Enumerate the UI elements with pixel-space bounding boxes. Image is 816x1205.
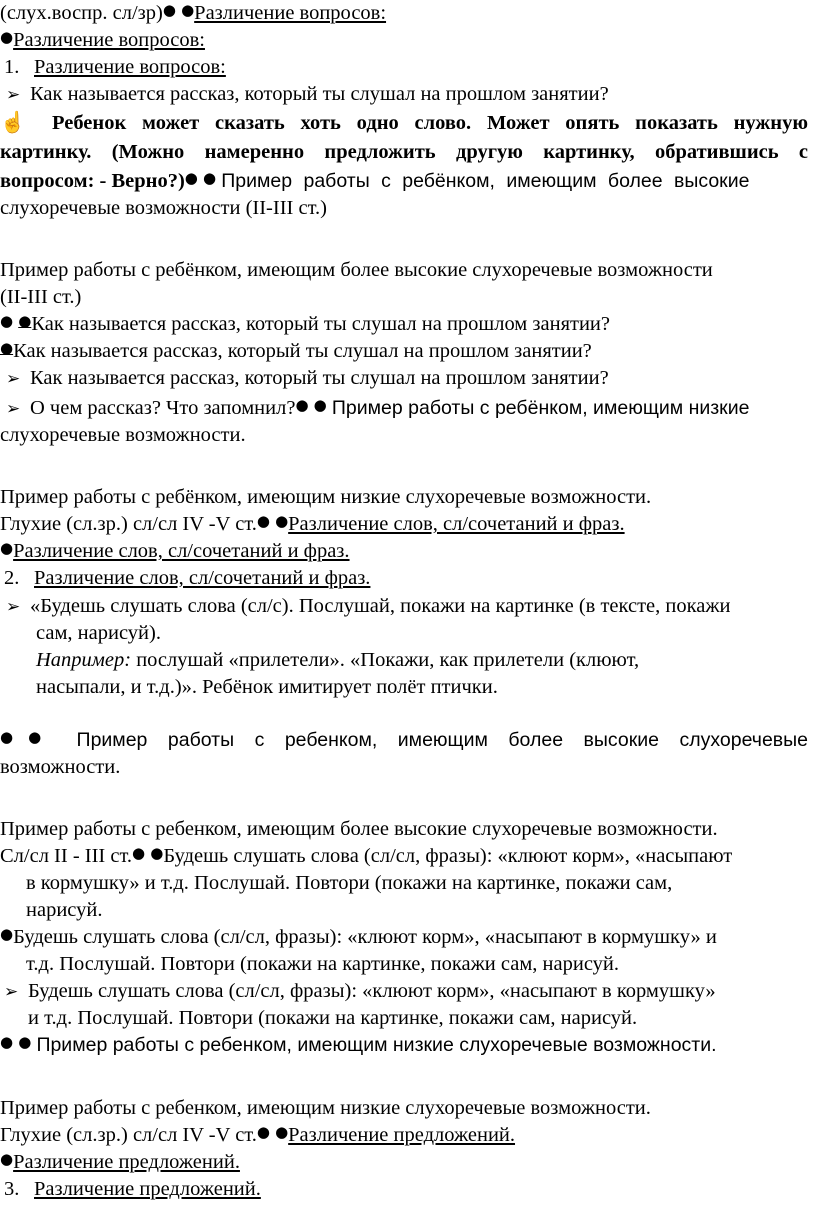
line-16 (0, 484, 816, 510)
line-8 (0, 195, 816, 221)
pointing-hand-icon: ☝ (0, 112, 37, 134)
bullet-icon: ● (18, 312, 32, 330)
arrow-bullet-icon: ➢ (6, 597, 21, 617)
line-28 (26, 870, 816, 896)
line-18-heading: Различение слов, сл/сочетаний и фраз. (13, 540, 350, 562)
bullet-icon: ● (150, 844, 164, 862)
line-27-body: Будешь слушать слова (сл/сл, фразы): «клюют корм», «насыпают (163, 845, 733, 867)
line-37 (0, 1149, 816, 1176)
line-21 (36, 620, 816, 646)
line-12-text: Как называется рассказ, который ты слушал на прошлом занятии? (13, 340, 592, 362)
bullet-icon: ● (18, 1033, 32, 1051)
line-33-text: и т.д. Послушай. Повтори (покажи на картинке, покажи сам, нарисуй. (28, 1007, 638, 1029)
bullet-icon: ● (275, 512, 289, 530)
line-14-text: О чем рассказ? Что запомнил? (30, 397, 296, 419)
line-35 (0, 1095, 816, 1121)
line-1-text: (слух.воспр. сл/зр) (0, 2, 163, 24)
arrow-bullet-icon: ➢ (4, 982, 19, 1002)
line-17-heading: Различение слов, сл/сочетаний и фраз. (288, 513, 625, 535)
line-32 (4, 978, 816, 1005)
line-10-text: (II-III ст.) (0, 286, 82, 308)
bullet-icon: ● (0, 28, 14, 46)
line-27 (0, 843, 816, 870)
line-31 (26, 951, 816, 977)
line-24 (0, 727, 808, 754)
line-9-text: Пример работы с ребёнком, имеющим более высокие слухоречевые возможности (0, 259, 713, 281)
line-14-sans-text: Пример работы с ребёнком, имеющим низкие (331, 397, 750, 419)
list-number: 1. (4, 56, 20, 78)
line-24-sans-text: Пример работы с ребенком, имеющим более высокие слухоречевые (76, 729, 809, 751)
arrow-bullet-icon: ➢ (6, 85, 21, 105)
line-19 (4, 565, 816, 591)
line-11-text: Как называется рассказ, который ты слушал на прошлом занятии? (31, 313, 610, 335)
line-27-text: Сл/сл II - III ст. (0, 845, 133, 867)
line-29-text: нарисуй. (26, 899, 103, 921)
line-3 (4, 54, 816, 80)
line-30-text: Будешь слушать слова (сл/сл, фразы): «клюют корм», «насыпают в кормушку» и (13, 926, 717, 948)
bullet-icon: ● (184, 169, 198, 187)
line-22-text: послушай «прилетели». «Покажи, как прилетели (клюют, (131, 649, 640, 671)
list-number: 2. (4, 567, 20, 589)
line-31-text: т.д. Послушай. Повтори (покажи на картинке, покажи сам, нарисуй. (26, 953, 620, 975)
line-17 (0, 511, 816, 538)
line-34-sans-text: Пример работы с ребенком, имеющим низкие слухоречевые возможности. (36, 1034, 717, 1056)
line-33 (28, 1005, 816, 1031)
bullet-icon: ● (181, 1, 195, 19)
line-6-text: картинку. (Можно намеренно предложить другую картинку, обратившись с (0, 141, 808, 163)
bullet-icon: ● (275, 1123, 289, 1141)
line-2 (0, 27, 816, 54)
line-20 (6, 593, 816, 620)
line-6 (0, 139, 808, 165)
line-3-heading: Различение вопросов: (34, 56, 226, 78)
bullet-icon: ● (0, 339, 14, 357)
line-36-heading: Различение предложений. (288, 1124, 516, 1146)
line-38-heading: Различение предложений. (34, 1178, 261, 1200)
line-4 (6, 81, 816, 108)
line-26 (0, 816, 816, 842)
line-7-text: Пример работы с ребёнком, имеющим более высокие (221, 170, 750, 192)
bullet-icon: ● (162, 1, 176, 19)
arrow-bullet-icon: ➢ (6, 399, 21, 419)
line-38 (4, 1176, 816, 1202)
line-4-text: Как называется рассказ, который ты слушал на прошлом занятии? (30, 83, 609, 105)
line-7 (0, 168, 816, 195)
line-23 (36, 674, 816, 700)
bullet-icon: ● (0, 1150, 14, 1168)
bullet-icon: ● (256, 512, 270, 530)
line-1-heading: Различение вопросов: (194, 2, 387, 24)
line-2-heading: Различение вопросов: (13, 29, 205, 51)
line-25 (0, 754, 816, 780)
line-9 (0, 257, 816, 283)
line-13-text: Как называется рассказ, который ты слушал на прошлом занятии? (30, 367, 609, 389)
line-22 (36, 647, 816, 673)
line-23-text: насыпали, и т.д.)». Ребёнок имитирует полёт птички. (36, 676, 498, 698)
line-11 (0, 311, 816, 338)
line-36-text: Глухие (сл.зр.) сл/сл IV -V ст. (0, 1124, 257, 1146)
bullet-icon: ● (256, 1123, 270, 1141)
bullet-icon: ● (0, 728, 29, 746)
line-10 (0, 284, 816, 310)
bullet-icon: ● (28, 728, 57, 746)
line-8-text: слухоречевые возможности (II-III ст.) (0, 197, 327, 219)
bullet-icon: ● (295, 396, 309, 414)
example-label: Например: (36, 649, 132, 671)
bullet-icon: ● (203, 169, 217, 187)
bullet-icon: ● (313, 396, 327, 414)
line-32-text: Будешь слушать слова (сл/сл, фразы): «клюют корм», «насыпают в кормушку» (28, 980, 716, 1002)
line-36 (0, 1122, 816, 1149)
line-26-text: Пример работы с ребенком, имеющим более высокие слухоречевые возможности. (0, 818, 718, 840)
line-15-text: слухоречевые возможности. (0, 424, 246, 446)
line-13 (6, 365, 816, 392)
bullet-icon: ● (0, 312, 14, 330)
line-34 (0, 1032, 816, 1059)
list-number: 3. (4, 1178, 20, 1200)
line-29 (26, 897, 816, 923)
line-17-text: Глухие (сл.зр.) сл/сл IV -V ст. (0, 513, 257, 535)
line-35-text: Пример работы с ребенком, имеющим низкие слухоречевые возможности. (0, 1097, 651, 1119)
bullet-icon: ● (0, 925, 14, 943)
line-15 (0, 422, 816, 448)
line-21-text: сам, нарисуй). (36, 622, 161, 644)
line-14 (6, 395, 816, 422)
line-5-text: Ребенок может сказать хоть одно слово. Может опять показать нужную (51, 112, 808, 134)
line-19-heading: Различение слов, сл/сочетаний и фраз. (34, 567, 371, 589)
line-12 (0, 338, 816, 365)
bullet-icon: ● (0, 1033, 14, 1051)
line-1 (0, 0, 816, 27)
line-25-text: возможности. (0, 756, 121, 778)
bullet-icon: ● (132, 844, 146, 862)
line-16-text: Пример работы с ребёнком, имеющим низкие слухоречевые возможности. (0, 486, 652, 508)
bullet-icon: ● (0, 539, 14, 557)
line-28-text: в кормушку» и т.д. Послушай. Повтори (покажи на картинке, покажи сам, (26, 872, 673, 894)
line-5 (0, 110, 808, 136)
line-37-heading: Различение предложений. (13, 1151, 240, 1173)
line-7-bold-text: вопросом: - Верно?) (0, 170, 185, 192)
line-30 (0, 924, 816, 951)
line-18 (0, 538, 816, 565)
line-20-text: «Будешь слушать слова (сл/с). Послушай, покажи на картинке (в тексте, покажи (30, 595, 731, 617)
arrow-bullet-icon: ➢ (6, 369, 21, 389)
